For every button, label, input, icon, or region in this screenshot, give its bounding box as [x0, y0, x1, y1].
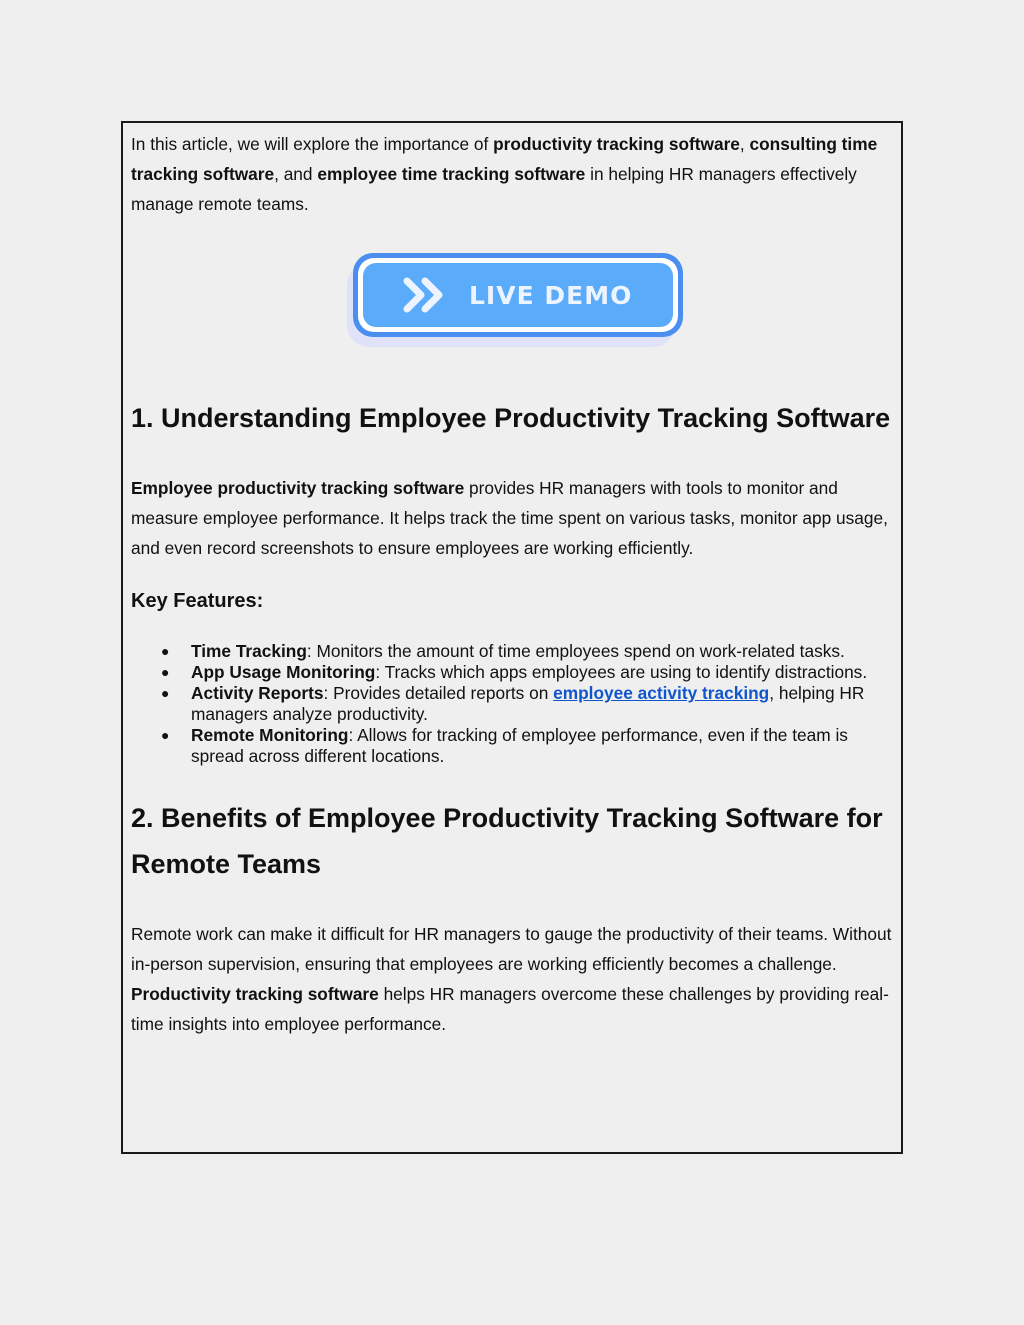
- section1-paragraph: [131, 473, 893, 563]
- intro-bold-2: consulting time tracking software: [131, 134, 878, 184]
- feature-title: Remote Monitoring: [191, 725, 349, 745]
- section1-text: provides HR managers with tools to monitor and measure employee performance. It helps track the time spent on various tasks, monitor app usage, and even record screenshots to ensure employees are working efficiently.: [131, 478, 888, 558]
- live-demo-inner-border: [358, 258, 678, 332]
- bullet-icon: ●: [161, 727, 170, 743]
- bullet-icon: ●: [161, 643, 170, 659]
- feature-text: , helping HR managers analyze productivity.: [191, 683, 865, 724]
- section2-text-1: Remote work can make it difficult for HR managers to gauge the productivity of their teams. Without in-person supervision, ensuring that employees are working efficiently becomes a challenge.: [131, 924, 892, 974]
- bullet-icon: ●: [161, 664, 170, 680]
- intro-text-4: in helping HR managers effectively manage remote teams.: [131, 164, 857, 214]
- section2-heading: 2. Benefits of Employee Productivity Tracking Software for Remote Teams: [131, 803, 883, 879]
- feature-text: : Allows for tracking of employee performance, even if the team is spread across different locations.: [191, 725, 848, 766]
- list-item: [131, 725, 893, 767]
- section2-text-2: helps HR managers overcome these challenges by providing real-time insights into employee performance.: [131, 984, 889, 1034]
- key-features-heading: Key Features:: [131, 590, 264, 612]
- intro-bold-1: productivity tracking software: [493, 134, 740, 154]
- feature-text: : Tracks which apps employees are using to identify distractions.: [375, 662, 868, 682]
- intro-bold-3: employee time tracking software: [317, 164, 586, 184]
- list-item: [131, 683, 893, 725]
- article-frame: [121, 121, 903, 1154]
- feature-title: Time Tracking: [191, 641, 307, 661]
- list-item: [131, 662, 893, 683]
- bullet-icon: ●: [161, 685, 170, 701]
- live-demo-outer-border: [353, 253, 683, 337]
- section2-paragraph: [131, 919, 893, 1039]
- key-features-list: [131, 641, 893, 767]
- live-demo-banner: [347, 253, 687, 353]
- intro-text-1: In this article, we will explore the importance of: [131, 134, 494, 154]
- employee-activity-tracking-link[interactable]: employee activity tracking: [553, 683, 770, 703]
- section1-bold: Employee productivity tracking software: [131, 478, 465, 498]
- live-demo-button[interactable]: [363, 263, 673, 327]
- section2-bold: Productivity tracking software: [131, 984, 379, 1004]
- feature-text: : Monitors the amount of time employees spend on work-related tasks.: [306, 641, 845, 661]
- article-content: [131, 129, 893, 1039]
- live-demo-label: LIVE DEMO: [469, 281, 633, 310]
- section1-heading: 1. Understanding Employee Productivity Tracking Software: [131, 403, 891, 433]
- feature-text: : Provides detailed reports on: [323, 683, 554, 703]
- intro-text-3: , and: [274, 164, 318, 184]
- double-chevron-right-icon: [401, 275, 449, 315]
- intro-text-2: ,: [739, 134, 750, 154]
- feature-title: App Usage Monitoring: [191, 662, 376, 682]
- intro-paragraph: [131, 129, 893, 219]
- list-item: [131, 641, 893, 662]
- feature-title: Activity Reports: [191, 683, 324, 703]
